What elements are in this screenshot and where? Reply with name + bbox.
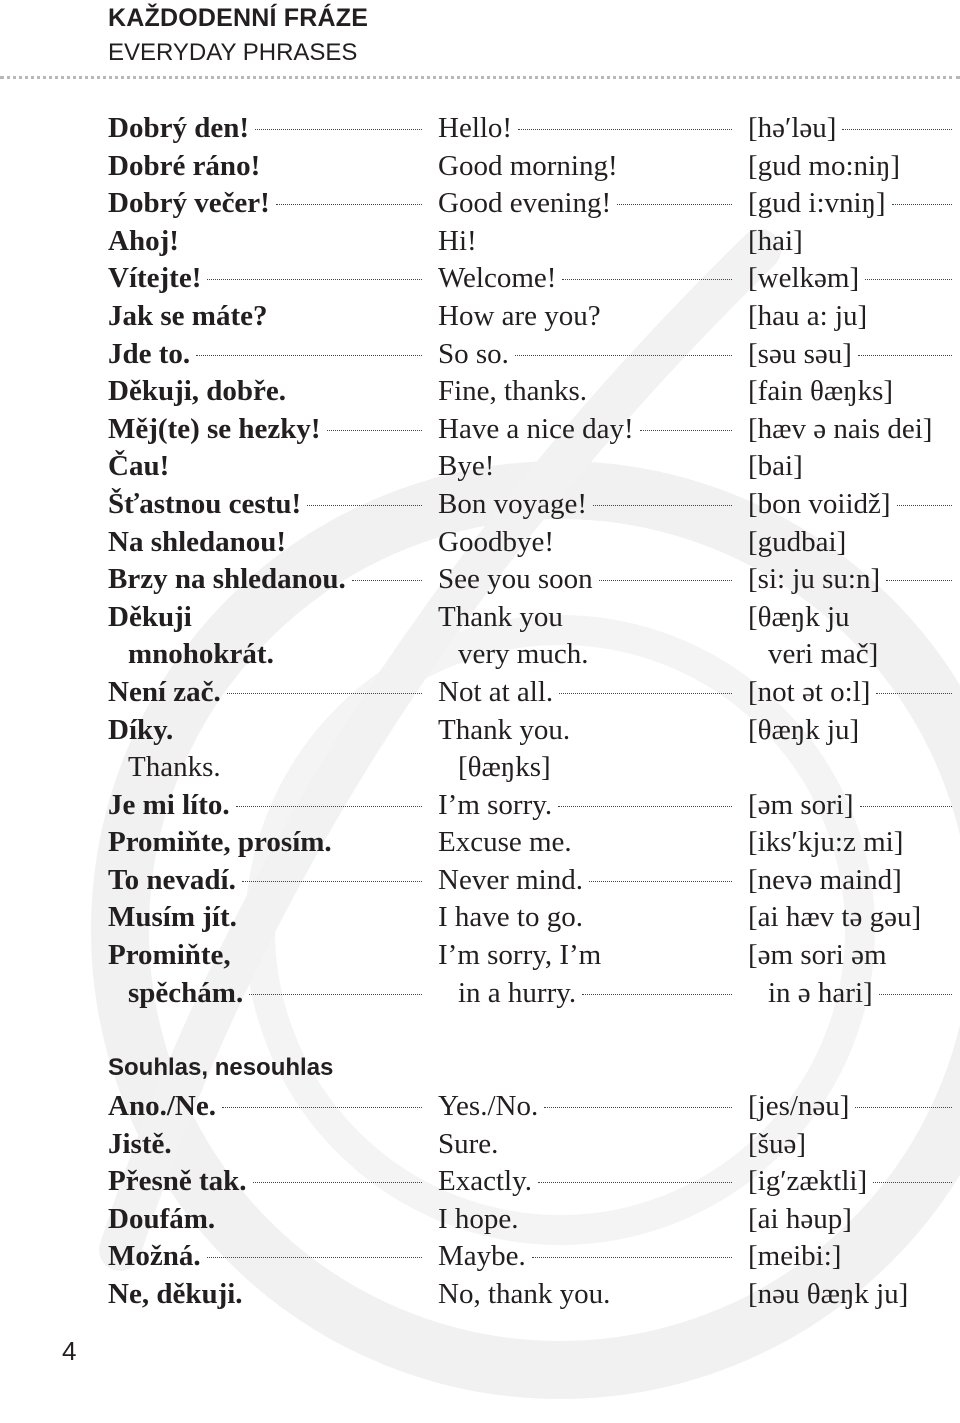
phrase-row (0, 486, 960, 524)
english-phrase: How are you? (438, 299, 601, 332)
czech-phrase: Děkuji (108, 600, 192, 633)
czech-phrase: Doufám. (108, 1202, 216, 1235)
dot-leader (253, 1182, 422, 1183)
pronunciation-cell (748, 787, 958, 825)
pronunciation: [nəu θæŋk ju] (748, 1277, 909, 1310)
pronunciation: [ig′zæktli] (748, 1165, 868, 1198)
pronunciation-cell (748, 937, 958, 975)
czech-phrase: Přesně tak. (108, 1165, 247, 1198)
pronunciation: [welkəm] (748, 262, 860, 295)
pronunciation-cell (748, 975, 958, 1013)
czech-phrase-cell (108, 561, 428, 599)
english-phrase-cell (438, 148, 738, 186)
agreement-phrase-list (0, 1088, 960, 1314)
czech-phrase: Promiňte, (108, 939, 231, 972)
czech-phrase-cell (108, 975, 428, 1013)
pronunciation-cell (748, 223, 958, 261)
czech-phrase: mnohokrát. (128, 638, 274, 671)
czech-phrase: Musím jít. (108, 901, 237, 934)
dot-leader (876, 693, 952, 694)
czech-phrase-cell (108, 749, 428, 787)
dot-leader (858, 355, 952, 356)
czech-phrase-cell (108, 223, 428, 261)
english-phrase-cell (438, 486, 738, 524)
czech-phrase-cell (108, 373, 428, 411)
english-phrase: [θæŋks] (458, 751, 551, 784)
pronunciation: [ai həup] (748, 1202, 852, 1235)
phrase-row (0, 712, 960, 750)
czech-phrase-cell (108, 486, 428, 524)
czech-phrase-cell (108, 599, 428, 637)
english-phrase: No, thank you. (438, 1277, 611, 1310)
pronunciation-cell (748, 862, 958, 900)
english-phrase-cell (438, 524, 738, 562)
english-phrase: I’m sorry. (438, 788, 553, 821)
english-phrase-cell (438, 899, 738, 937)
phrase-row (0, 298, 960, 336)
pronunciation: [not ət o:l] (748, 675, 871, 708)
dot-leader (562, 279, 732, 280)
pronunciation-cell (748, 486, 958, 524)
pronunciation: [meibi:] (748, 1240, 842, 1273)
dot-leader (538, 1182, 732, 1183)
czech-phrase: Vítejte! (108, 262, 202, 295)
dot-leader (599, 580, 732, 581)
english-phrase-cell (438, 975, 738, 1013)
pronunciation: [hai] (748, 224, 803, 257)
english-phrase-cell (438, 448, 738, 486)
page-subtitle: EVERYDAY PHRASES (108, 39, 358, 66)
phrase-row (0, 1163, 960, 1201)
dot-leader (227, 693, 422, 694)
english-phrase: Thank you (438, 600, 563, 633)
dot-leader (236, 806, 422, 807)
czech-phrase-cell (108, 1126, 428, 1164)
english-phrase-cell (438, 1201, 738, 1239)
dot-leader (518, 129, 732, 130)
phrase-row-continuation (0, 636, 960, 674)
phrase-row (0, 223, 960, 261)
czech-phrase: Možná. (108, 1240, 201, 1273)
pronunciation-cell (748, 110, 958, 148)
english-phrase: Good morning! (438, 149, 618, 182)
czech-phrase: Měj(te) se hezky! (108, 412, 321, 445)
english-phrase: Never mind. (438, 863, 583, 896)
english-phrase-cell (438, 110, 738, 148)
english-phrase-cell (438, 298, 738, 336)
english-phrase: in a hurry. (458, 976, 577, 1009)
czech-phrase: Není zač. (108, 675, 221, 708)
pronunciation-cell (748, 298, 958, 336)
english-phrase-cell (438, 561, 738, 599)
dot-leader (532, 1257, 732, 1258)
pronunciation: [bon voiidž] (748, 487, 891, 520)
pronunciation-cell (748, 712, 958, 750)
phrase-row (0, 1201, 960, 1239)
pronunciation-cell (748, 260, 958, 298)
english-phrase-cell (438, 1238, 738, 1276)
english-phrase: Good evening! (438, 187, 612, 220)
dot-leader (897, 505, 952, 506)
english-phrase-cell (438, 411, 738, 449)
english-phrase-cell (438, 636, 738, 674)
pronunciation-cell (748, 336, 958, 374)
pronunciation: [əm sori] (748, 788, 854, 821)
phrase-row (0, 448, 960, 486)
dot-leader (879, 994, 952, 995)
czech-phrase-cell (108, 298, 428, 336)
dot-leader (582, 994, 732, 995)
dot-leader (196, 355, 422, 356)
phrase-row (0, 1088, 960, 1126)
pronunciation-cell (748, 524, 958, 562)
dot-leader (327, 430, 422, 431)
english-phrase: Hello! (438, 112, 513, 144)
pronunciation: in ə hari] (768, 976, 873, 1009)
phrase-row (0, 260, 960, 298)
english-phrase: Not at all. (438, 675, 554, 708)
czech-phrase-cell (108, 185, 428, 223)
dot-leader (207, 279, 422, 280)
english-phrase-cell (438, 260, 738, 298)
czech-phrase-cell (108, 862, 428, 900)
dot-leader (640, 430, 732, 431)
czech-phrase: Thanks. (128, 751, 221, 784)
czech-phrase-cell (108, 411, 428, 449)
pronunciation: [θæŋk ju (748, 600, 850, 633)
dot-leader (589, 881, 732, 882)
phrase-row (0, 937, 960, 975)
czech-phrase-cell (108, 148, 428, 186)
dot-leader (855, 1107, 952, 1108)
english-phrase-cell (438, 937, 738, 975)
english-phrase: Hi! (438, 224, 477, 257)
english-phrase: So so. (438, 337, 509, 370)
czech-phrase: Dobré ráno! (108, 149, 261, 182)
page-number: 4 (62, 1336, 77, 1366)
pronunciation-cell (748, 185, 958, 223)
phrase-row (0, 899, 960, 937)
pronunciation: [ai hæv tə gəu] (748, 901, 922, 934)
english-phrase-cell (438, 1126, 738, 1164)
czech-phrase-cell (108, 674, 428, 712)
phrase-row (0, 185, 960, 223)
dot-leader (242, 881, 422, 882)
english-phrase-cell (438, 1163, 738, 1201)
english-phrase: Welcome! (438, 262, 557, 295)
phrase-row (0, 524, 960, 562)
czech-phrase-cell (108, 260, 428, 298)
english-phrase-cell (438, 749, 738, 787)
english-phrase: I’m sorry, I’m (438, 939, 602, 972)
czech-phrase: Brzy na shledanou. (108, 563, 346, 596)
pronunciation-cell (748, 561, 958, 599)
english-phrase: Maybe. (438, 1240, 526, 1273)
pronunciation-cell (748, 411, 958, 449)
pronunciation: [hæv ə nais dei] (748, 412, 933, 445)
czech-phrase-cell (108, 937, 428, 975)
pronunciation-cell (748, 1276, 958, 1314)
english-phrase-cell (438, 674, 738, 712)
phrase-row (0, 110, 960, 148)
english-phrase-cell (438, 373, 738, 411)
pronunciation-cell (748, 1201, 958, 1239)
english-phrase: See you soon (438, 563, 593, 596)
pronunciation: [jes/nəu] (748, 1090, 850, 1122)
pronunciation: [gudbai] (748, 525, 847, 558)
pronunciation: [səu səu] (748, 337, 852, 370)
dot-leader (255, 129, 422, 130)
dot-leader (544, 1107, 732, 1108)
czech-phrase: Dobrý den! (108, 112, 249, 144)
phrase-row (0, 373, 960, 411)
czech-phrase: Jde to. (108, 337, 191, 370)
czech-phrase: Ahoj! (108, 224, 179, 257)
english-phrase-cell (438, 862, 738, 900)
czech-phrase: Ano./Ne. (108, 1090, 216, 1122)
pronunciation-cell (748, 148, 958, 186)
czech-phrase-cell (108, 899, 428, 937)
czech-phrase-cell (108, 1088, 428, 1126)
czech-phrase-cell (108, 448, 428, 486)
czech-phrase: Jistě. (108, 1127, 172, 1160)
english-phrase-cell (438, 787, 738, 825)
phrase-row (0, 824, 960, 862)
dot-leader (515, 355, 732, 356)
dot-leader (352, 580, 422, 581)
pronunciation: veri mač] (768, 638, 879, 671)
english-phrase: Have a nice day! (438, 412, 634, 445)
pronunciation-cell (748, 1088, 958, 1126)
czech-phrase-cell (108, 787, 428, 825)
dot-leader (558, 806, 732, 807)
pronunciation-cell (748, 636, 958, 674)
phrase-row-continuation (0, 975, 960, 1013)
pronunciation: [gud i:vniŋ] (748, 187, 886, 220)
dot-leader (559, 693, 732, 694)
english-phrase: Goodbye! (438, 525, 554, 558)
english-phrase: Fine, thanks. (438, 375, 588, 408)
dot-leader (892, 204, 952, 205)
english-phrase: Bye! (438, 450, 495, 483)
pronunciation: [bai] (748, 450, 803, 483)
czech-phrase: Dobrý večer! (108, 187, 270, 220)
english-phrase: I have to go. (438, 901, 583, 934)
page-title: KAŽDODENNÍ FRÁZE (108, 4, 369, 32)
phrase-row (0, 1126, 960, 1164)
pronunciation: [si: ju su:n] (748, 563, 881, 596)
czech-phrase: Šťastnou cestu! (108, 487, 302, 520)
dot-leader (593, 505, 732, 506)
dot-leader (276, 204, 422, 205)
czech-phrase-cell (108, 1163, 428, 1201)
english-phrase-cell (438, 223, 738, 261)
czech-phrase-cell (108, 712, 428, 750)
czech-phrase-cell (108, 1201, 428, 1239)
czech-phrase: Na shledanou! (108, 525, 287, 558)
english-phrase: Excuse me. (438, 826, 572, 859)
dot-leader (617, 204, 732, 205)
pronunciation-cell (748, 1238, 958, 1276)
page-header (108, 2, 368, 72)
english-phrase-cell (438, 336, 738, 374)
czech-phrase: Čau! (108, 450, 170, 483)
czech-phrase: Je mi líto. (108, 788, 230, 821)
english-phrase-cell (438, 824, 738, 862)
pronunciation-cell (748, 1163, 958, 1201)
czech-phrase: Díky. (108, 713, 174, 746)
dot-leader (249, 994, 422, 995)
phrase-row (0, 561, 960, 599)
pronunciation: [hə′ləu] (748, 112, 837, 144)
english-phrase: Bon voyage! (438, 487, 587, 520)
pronunciation: [nevə maind] (748, 863, 902, 896)
dot-leader (873, 1182, 952, 1183)
pronunciation-cell (748, 749, 958, 787)
dot-leader (860, 806, 953, 807)
dot-leader (307, 505, 422, 506)
phrase-row-continuation (0, 749, 960, 787)
phrase-row (0, 1238, 960, 1276)
pronunciation: [fain θæŋks] (748, 375, 894, 408)
phrase-row (0, 674, 960, 712)
pronunciation-cell (748, 674, 958, 712)
english-phrase: Yes./No. (438, 1090, 539, 1122)
czech-phrase-cell (108, 336, 428, 374)
pronunciation: [gud mo:niŋ] (748, 149, 901, 182)
phrase-row (0, 599, 960, 637)
english-phrase: Thank you. (438, 713, 571, 746)
pronunciation-cell (748, 824, 958, 862)
pronunciation: [hau a: ju] (748, 299, 868, 332)
pronunciation: [šuə] (748, 1127, 806, 1160)
dot-leader (886, 580, 952, 581)
phrase-row (0, 1276, 960, 1314)
czech-phrase: Ne, děkuji. (108, 1277, 243, 1310)
czech-phrase-cell (108, 110, 428, 148)
section-heading: Souhlas, nesouhlas (108, 1054, 334, 1081)
pronunciation: [əm sori əm (748, 939, 887, 972)
pronunciation-cell (748, 448, 958, 486)
dot-leader (865, 279, 952, 280)
czech-phrase-cell (108, 524, 428, 562)
pronunciation-cell (748, 373, 958, 411)
english-phrase: I hope. (438, 1202, 519, 1235)
phrase-row (0, 862, 960, 900)
czech-phrase: Jak se máte? (108, 299, 268, 332)
pronunciation-cell (748, 1126, 958, 1164)
phrase-row (0, 148, 960, 186)
phrase-row (0, 336, 960, 374)
dot-leader (842, 129, 952, 130)
english-phrase-cell (438, 1088, 738, 1126)
english-phrase-cell (438, 599, 738, 637)
dot-leader (222, 1107, 422, 1108)
english-phrase-cell (438, 712, 738, 750)
english-phrase-cell (438, 1276, 738, 1314)
english-phrase: Sure. (438, 1127, 499, 1160)
phrase-list (0, 110, 960, 1012)
phrase-row (0, 411, 960, 449)
czech-phrase-cell (108, 1238, 428, 1276)
czech-phrase-cell (108, 824, 428, 862)
english-phrase: very much. (458, 638, 589, 671)
english-phrase: Exactly. (438, 1165, 532, 1198)
czech-phrase: To nevadí. (108, 863, 236, 896)
pronunciation-cell (748, 599, 958, 637)
czech-phrase-cell (108, 1276, 428, 1314)
pronunciation: [iks′kju:z mi] (748, 826, 904, 859)
czech-phrase: Promiňte, prosím. (108, 826, 332, 859)
english-phrase-cell (438, 185, 738, 223)
header-divider (0, 76, 960, 79)
phrase-row (0, 787, 960, 825)
czech-phrase-cell (108, 636, 428, 674)
czech-phrase: spěchám. (128, 976, 244, 1009)
pronunciation-cell (748, 899, 958, 937)
dot-leader (207, 1257, 422, 1258)
czech-phrase: Děkuji, dobře. (108, 375, 287, 408)
pronunciation: [θæŋk ju] (748, 713, 860, 746)
